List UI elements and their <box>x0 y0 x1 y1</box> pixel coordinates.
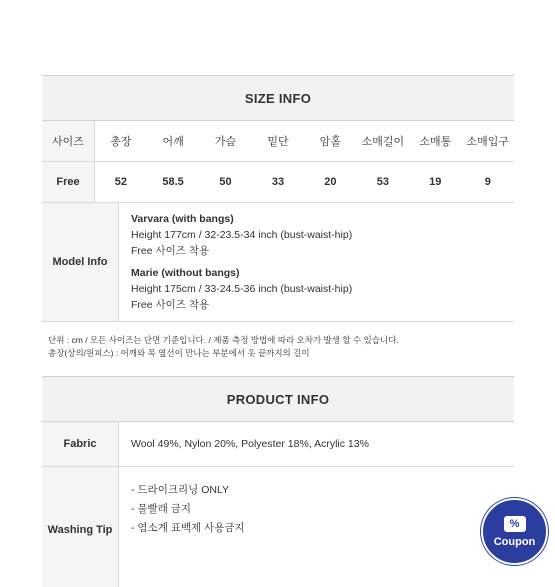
size-header-cell: 밑단 <box>252 121 304 162</box>
size-header-cell: 가슴 <box>199 121 251 162</box>
size-header-cell: 어깨 <box>147 121 199 162</box>
note-line: 총장(상의/원피스) : 어깨와 목 옆선이 만나는 부분에서 옷 끝까지의 길이 <box>48 348 310 358</box>
size-header-row <box>42 121 514 162</box>
size-value-cell: 52 <box>94 162 146 203</box>
note-line: 단위 : cm / 모든 사이즈는 단면 기준입니다. / 제품 측정 방법에 따라 오차가 발생 할 수 있습니다. <box>48 335 399 345</box>
model1-name: Varvara (with bangs) <box>131 213 234 225</box>
model-info-label: Model Info <box>42 203 119 321</box>
size-value-cell: 58.5 <box>147 162 199 203</box>
size-header-cell: 소매통 <box>409 121 461 162</box>
washing-item: - 물빨래 금지 <box>131 503 192 515</box>
fabric-row <box>42 422 514 467</box>
washing-item: - 염소계 표백제 사용금지 <box>131 522 245 534</box>
fabric-label: Fabric <box>42 422 119 466</box>
washing-list <box>119 467 514 587</box>
model2-size: Free 사이즈 착용 <box>131 299 210 311</box>
model2-height: Height 175cm / 33-24.5-36 inch (bust-waist-hip) <box>131 283 353 295</box>
size-header-cell: 소매길이 <box>357 121 409 162</box>
size-value-cell: 50 <box>199 162 251 203</box>
model-info-row <box>42 203 514 322</box>
model-info-content <box>119 203 514 321</box>
size-header-cell: 사이즈 <box>42 121 94 162</box>
size-info-title: SIZE INFO <box>42 75 514 121</box>
percent-tag-icon: % <box>504 516 526 532</box>
model1-height: Height 177cm / 32-23.5-34 inch (bust-waist-hip) <box>131 229 353 241</box>
size-header-cell: 총장 <box>94 121 146 162</box>
coupon-label: Coupon <box>493 535 536 548</box>
fabric-value: Wool 49%, Nylon 20%, Polyester 18%, Acrylic 13% <box>131 438 369 450</box>
size-value-cell: 33 <box>252 162 304 203</box>
size-value-cell: 20 <box>304 162 356 203</box>
model2-name: Marie (without bangs) <box>131 267 240 279</box>
washing-item: - 드라이크리닝 ONLY <box>131 484 230 496</box>
size-value-cell: 9 <box>462 162 515 203</box>
size-value-row <box>42 162 514 203</box>
washing-row <box>42 467 514 587</box>
product-info-title: PRODUCT INFO <box>42 376 514 422</box>
washing-label: Washing Tip <box>42 467 119 587</box>
size-value-cell: 53 <box>357 162 409 203</box>
size-table <box>42 121 514 203</box>
product-detail-sheet <box>42 75 514 587</box>
measurement-notes <box>42 322 514 376</box>
size-value-cell: Free <box>42 162 94 203</box>
size-value-cell: 19 <box>409 162 461 203</box>
size-header-cell: 암홀 <box>304 121 356 162</box>
model1-size: Free 사이즈 착용 <box>131 245 210 257</box>
size-header-cell: 소매입구 <box>462 121 515 162</box>
